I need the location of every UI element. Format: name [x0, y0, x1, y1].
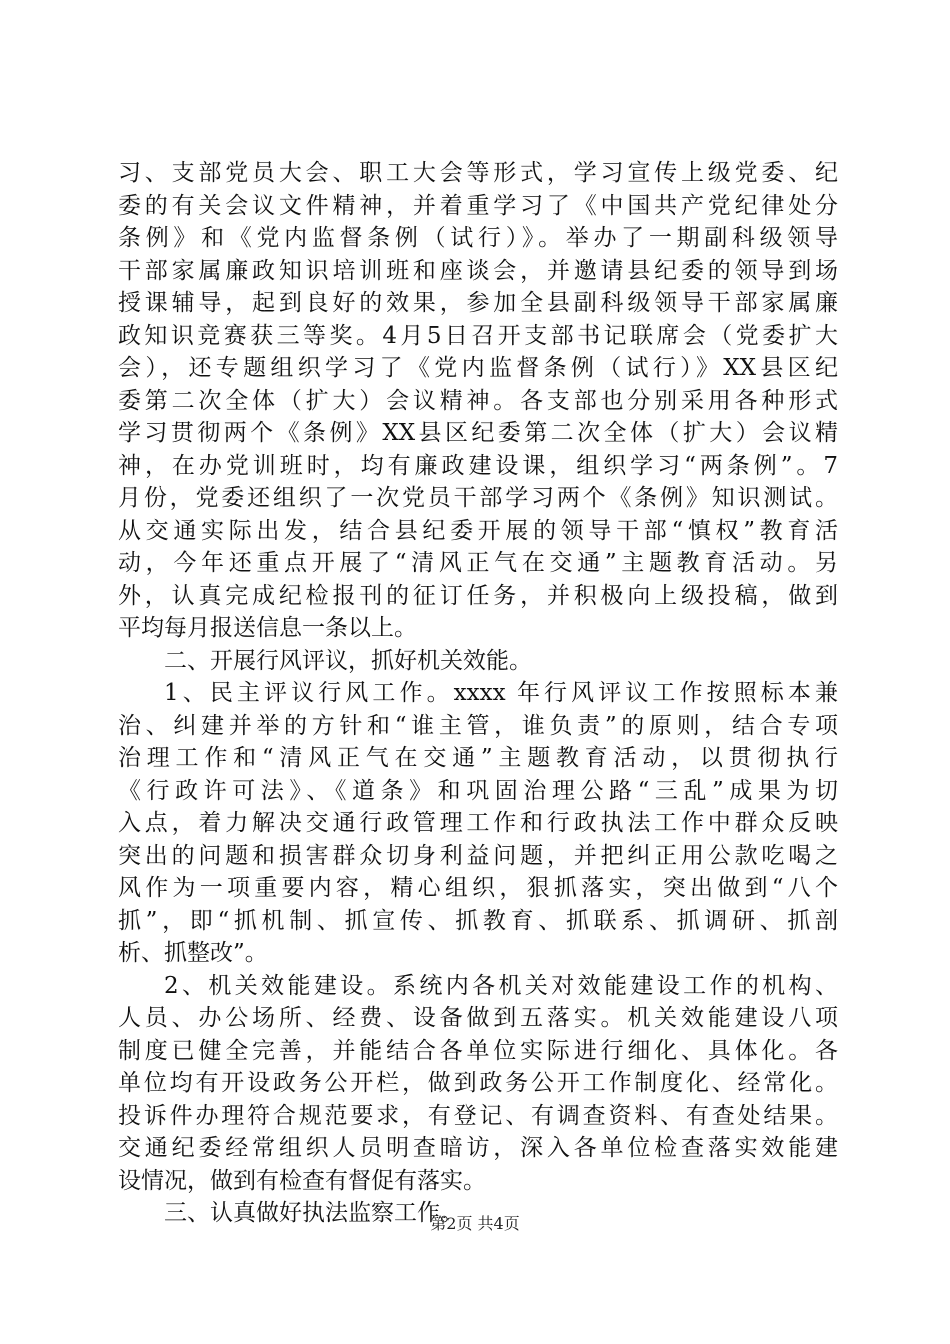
text-line: 授课辅导，起到良好的效果，参加全县副科级领导干部家属廉: [118, 290, 838, 316]
text-line: 委的有关会议文件精神，并着重学习了《中国共产党纪律处分: [118, 192, 838, 219]
text-line: 月份，党委还组织了一次党员干部学习两个《条例》知识测试。: [118, 485, 838, 511]
text-line: 投诉件办理符合规范要求，有登记、有调查资料、有查处结果。: [118, 1102, 838, 1129]
text-line: 入点，着力解决交通行政管理工作和行政执法工作中群众反映: [118, 810, 838, 836]
text-line: 会），还专题组织学习了《党内监督条例（试行）》XX县区纪: [118, 355, 838, 381]
page-footer: 第2页 共4页: [430, 1214, 520, 1233]
text-line: 从交通实际出发，结合县纪委开展的领导干部“慎权”教育活: [118, 517, 838, 544]
text-line: 2、机关效能建设。系统内各机关对效能建设工作的机构、: [164, 972, 838, 999]
text-line: 治、纠建并举的方针和“谁主管，谁负责”的原则，结合专项: [118, 712, 838, 739]
text-line: 习、支部党员大会、职工大会等形式，学习宣传上级党委、纪: [118, 160, 838, 186]
text-line: 外，认真完成纪检报刊的征订任务，并积极向上级投稿，做到: [118, 582, 838, 609]
text-line: 交通纪委经常组织人员明查暗访，深入各单位检查落实效能建: [118, 1135, 838, 1161]
text-line: 治理工作和“清风正气在交通”主题教育活动，以贯彻执行: [118, 745, 838, 771]
text-line: 设情况，做到有检查有督促有落实。: [118, 1167, 486, 1194]
text-line: 神，在办党训班时，均有廉政建设课，组织学习“两条例”。7: [118, 452, 838, 479]
text-line: 析、抓整改”。: [118, 940, 268, 966]
text-line: 动，今年还重点开展了“清风正气在交通”主题教育活动。另: [118, 550, 838, 576]
text-line: 1、民主评议行风工作。xxxx 年行风评议工作按照标本兼: [164, 680, 838, 706]
text-line: 突出的问题和损害群众切身利益问题，并把纠正用公款吃喝之: [118, 842, 838, 869]
text-line: 条例》和《党内监督条例（试行）》。举办了一期副科级领导: [118, 225, 838, 251]
text-line: 抓”，即“抓机制、抓宣传、抓教育、抓联系、抓调研、抓剖: [118, 907, 838, 934]
text-line: 《行政许可法》、《道条》和巩固治理公路“三乱”成果为切: [118, 777, 838, 804]
text-line: 风作为一项重要内容，精心组织，狠抓落实，突出做到“八个: [118, 875, 838, 901]
text-line: 二、开展行风评议，抓好机关效能。: [164, 647, 532, 674]
text-line: 委第二次全体（扩大）会议精神。各支部也分别采用各种形式: [118, 387, 838, 414]
text-line: 干部家属廉政知识培训班和座谈会，并邀请县纪委的领导到场: [118, 257, 838, 284]
text-line: 学习贯彻两个《条例》XX县区纪委第二次全体（扩大）会议精: [118, 420, 838, 446]
text-line: 制度已健全完善，并能结合各单位实际进行细化、具体化。各: [118, 1037, 838, 1064]
text-line: 政知识竞赛获三等奖。4月5日召开支部书记联席会（党委扩大: [118, 322, 838, 349]
text-line: 平均每月报送信息一条以上。: [118, 615, 417, 641]
document-body: [118, 157, 838, 1230]
text-line: 三、认真做好执法监察工作。: [164, 1200, 463, 1226]
text-line: 人员、办公场所、经费、设备做到五落实。机关效能建设八项: [118, 1005, 838, 1031]
text-line: 单位均有开设政务公开栏，做到政务公开工作制度化、经常化。: [118, 1070, 838, 1096]
